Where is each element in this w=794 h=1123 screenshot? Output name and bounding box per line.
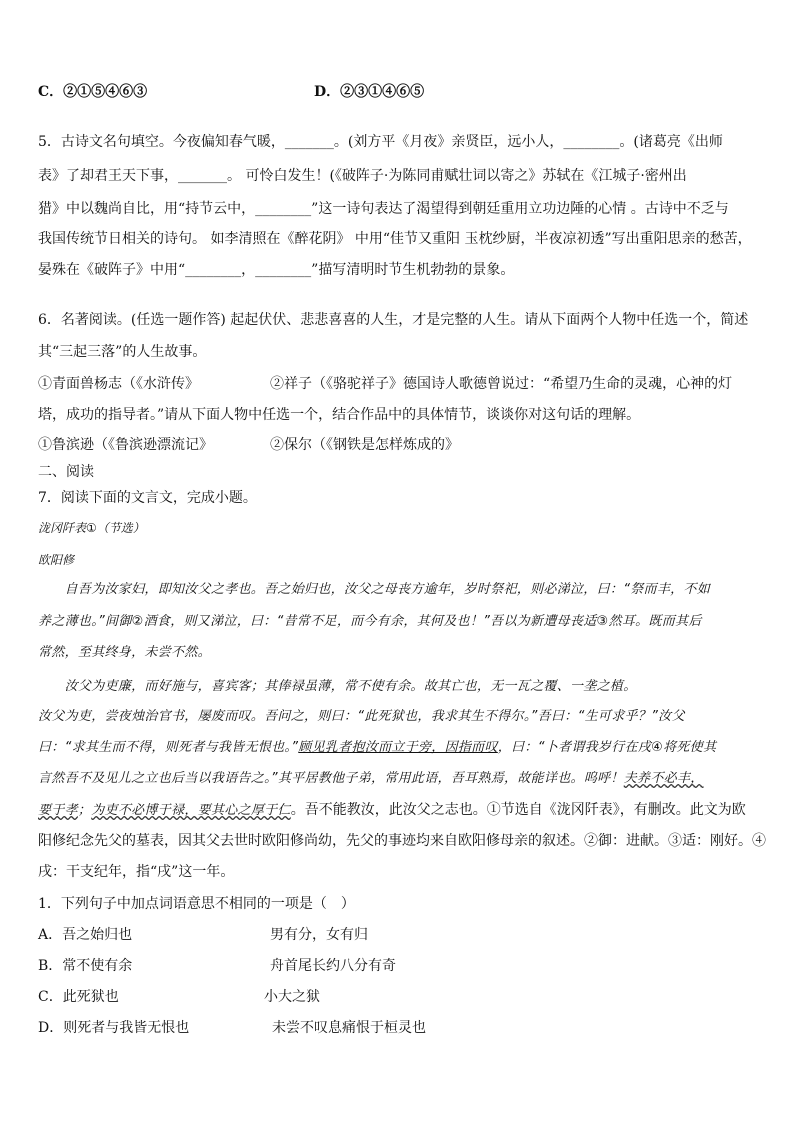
q6-line-1: 6．名著阅读。(任选一题作答) 起起伏伏、悲悲喜喜的人生，才是完整的人生。请从下面两个人物中任选一个，简述 bbox=[38, 312, 749, 328]
underlined-sentence: 顾见乳者抱汝而立于旁，因指而叹 bbox=[298, 740, 498, 755]
passage-author: 欧阳修 bbox=[38, 553, 75, 567]
option-c-compare: 小大之狱 bbox=[264, 989, 320, 1005]
passage-text: ，曰：“卜者谓我岁行在戌④将死使其 bbox=[497, 740, 717, 755]
q6-option-1a: ①青面兽杨志（《水浒传》 bbox=[38, 376, 199, 392]
wavy-underlined-text: 要于孝 bbox=[38, 803, 78, 818]
wavy-underlined-text: 为吏不必博于禄，要其心之厚于仁 bbox=[91, 803, 291, 818]
subquestion-option-a: A．吾之始归也 bbox=[38, 927, 133, 943]
option-b-compare: 舟首尾长约八分有奇 bbox=[270, 958, 396, 974]
q6-option-2b: ②保尔（《钢铁是怎样炼成的》 bbox=[270, 437, 459, 453]
passage-p2-line-1: 汝父为吏廉，而好施与，喜宾客；其俸禄虽薄，常不使有余。故其亡也，无一瓦之覆、一垄之植。 bbox=[38, 679, 637, 694]
passage-p1-line-3: 常然，至其终身，未尝不然。 bbox=[38, 645, 211, 660]
subquestion-option-d: D．则死者与我皆无恨也 bbox=[38, 1020, 190, 1036]
q5-line-2: 表》了却君王天下事，_______。 可怜白发生！(《破阵子·为陈同甫赋壮词以寄之》苏轼在《江城子·密州出 bbox=[38, 168, 687, 184]
passage-p1-line-2: 养之薄也。”间御②酒食，则又涕泣，曰：“昔常不足，而今有余，其何及也！”吾以为新遭母丧适③然耳。既而其后 bbox=[38, 614, 702, 629]
passage-p1-line-1: 自吾为汝家妇，即知汝父之孝也。吾之始归也，汝父之母丧方逾年，岁时祭祀，则必涕泣，曰：“祭而丰，不如 bbox=[38, 582, 711, 597]
passage-title: 泷冈阡表①（节选） bbox=[38, 521, 145, 535]
q6-line-2: 其“三起三落”的人生故事。 bbox=[38, 344, 207, 360]
footnote-line-1: 阳修纪念先父的墓表，因其父去世时欧阳修尚幼，先父的事迹均来自欧阳修母亲的叙述。②御：进献。③适：刚好。④ bbox=[38, 833, 766, 849]
q7-intro: 7．阅读下面的文言文，完成小题。 bbox=[38, 490, 257, 506]
q5-line-4: 我国传统节日相关的诗句。 如李清照在《醉花阴》 中用“佳节又重阳 玉枕纱厨，半夜凉初透”写出重阳思亲的愁苦， bbox=[38, 231, 752, 247]
subquestion-stem: 1．下列句子中加点词语意思不相同的一项是（ ） bbox=[38, 896, 355, 912]
option-a-compare: 男有分，女有归 bbox=[270, 927, 368, 943]
q5-line-1: 5．古诗文名句填空。今夜偏知春气暖，_______。(刘方平《月夜》亲贤臣，远小人，________。(诸葛亮《出师 bbox=[38, 134, 723, 150]
passage-text: 言然吾不及见儿之立也后当以我语告之。”其平居教他子弟，常用此语，吾耳熟焉，故能详也。呜呼！ bbox=[38, 771, 624, 786]
q5-line-5: 晏殊在《破阵子》中用“________，________”描写清明时节生机勃勃的景象。 bbox=[38, 262, 515, 278]
option-c: C．②①⑤④⑥③ bbox=[38, 84, 148, 100]
subquestion-option-b: B．常不使有余 bbox=[38, 958, 133, 974]
subquestion-option-c: C．此死狱也 bbox=[38, 989, 119, 1005]
passage-p3-line-4 bbox=[38, 800, 746, 821]
q6-line-4: 塔，成功的指导者。”请从下面人物中任选一个，结合作品中的具体情节，谈谈你对这句话的理解。 bbox=[38, 407, 641, 423]
passage-text: ； bbox=[77, 803, 92, 818]
q6-option-1b: ②祥子（《骆驼祥子》德国诗人歌德曾说过：“希望乃生命的灵魂，心神的灯 bbox=[270, 376, 733, 392]
passage-text: 曰：“求其生而不得，则死者与我皆无恨也。” bbox=[38, 740, 299, 755]
footnote-line-2: 戌：干支纪年，指“戌”这一年。 bbox=[38, 864, 235, 880]
passage-p3-line-1: 汝父为吏，尝夜烛治官书，屡废而叹。吾问之，则曰：“此死狱也，我求其生不得尔。”吾曰：“生可求乎？”汝父 bbox=[38, 709, 685, 724]
q6-option-2a: ①鲁滨逊（《鲁滨逊漂流记》 bbox=[38, 437, 213, 453]
passage-p3-line-2 bbox=[38, 738, 716, 758]
option-d-compare: 未尝不叹息痛恨于桓灵也 bbox=[272, 1020, 426, 1036]
option-d: D．②③①④⑥⑤ bbox=[314, 84, 425, 100]
section-heading: 二、阅读 bbox=[38, 464, 94, 480]
wavy-underlined-text: 夫养不必丰， bbox=[623, 771, 704, 786]
q5-line-3: 猎》中以魏尚自比，用“持节云中，________”这一诗句表达了渴望得到朝廷重用立功边陲的心情 。古诗中不乏与 bbox=[38, 201, 729, 217]
footnote-text: 。吾不能教汝，此汝父之志也。①节选自《泷冈阡表》，有删改。此文为欧 bbox=[290, 802, 746, 818]
passage-p3-line-3 bbox=[38, 769, 704, 789]
